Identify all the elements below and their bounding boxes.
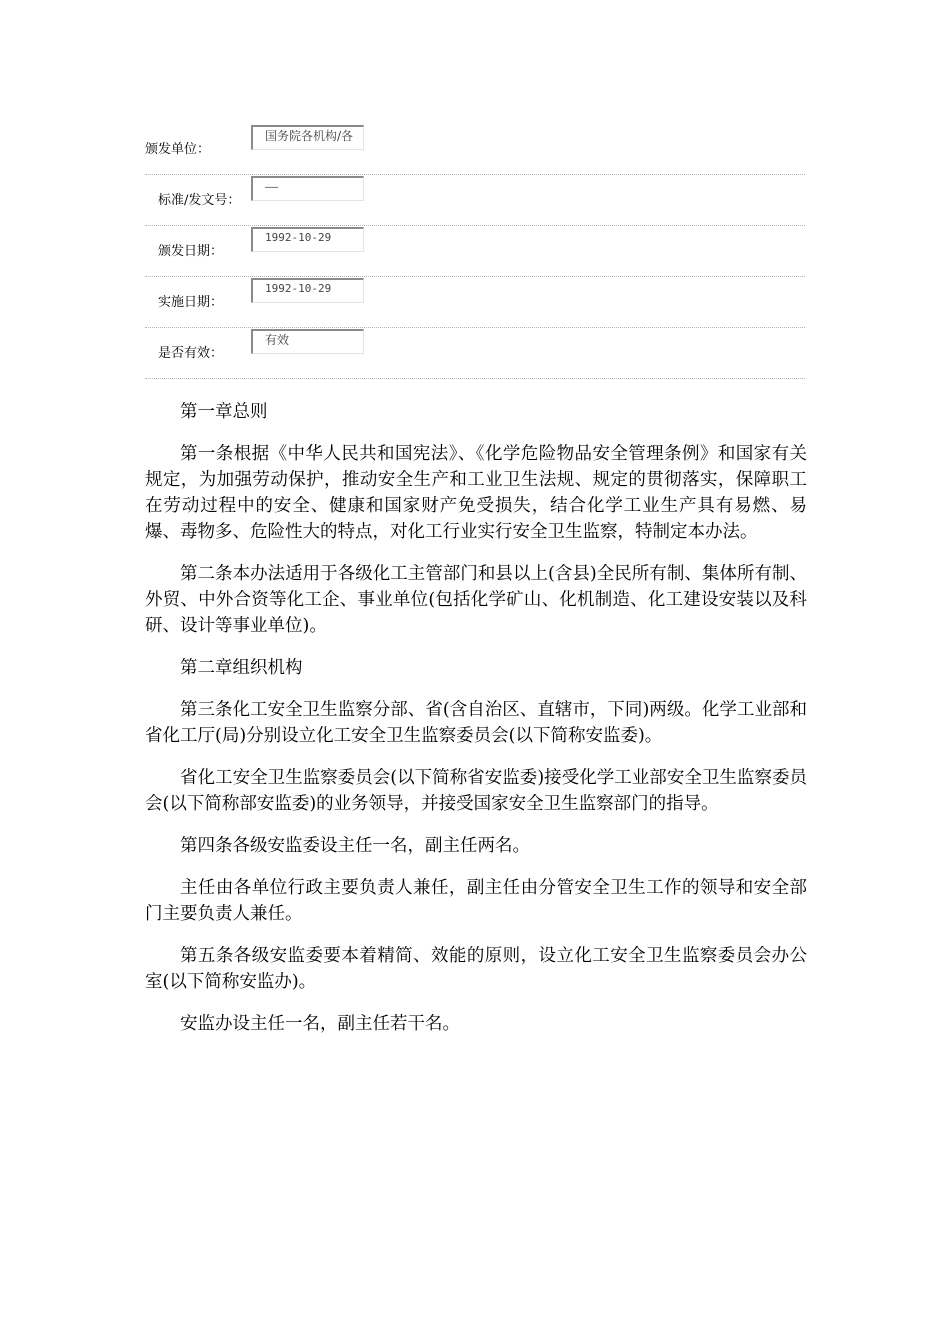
chapter-2-heading: 第二章组织机构 bbox=[180, 658, 303, 678]
meta-row-issuer bbox=[145, 124, 805, 175]
effective-date-label: 实施日期： bbox=[158, 295, 224, 310]
article-1: 第一条根据《中华人民共和国宪法》、《化学危险物品安全管理条例》和国家有关规定，为加强劳动保护，推动安全生产和工业卫生法规、规定的贯彻落实，保障职工在劳动过程中的安全、健康和国家财产免受损失，结合化学工业生产具有易燃、易爆、毒物多、危险性大的特点，对化工行业实行安全卫生监察，特制定本办法。 bbox=[145, 444, 807, 542]
article-4: 第四条各级安监委设主任一名，副主任两名。 bbox=[180, 836, 530, 856]
chapter-1-heading: 第一章总则 bbox=[180, 402, 268, 422]
article-3: 第三条化工安全卫生监察分部、省(含自治区、直辖市，下同)两级。化学工业部和省化工厅(局)分别设立化工安全卫生监察委员会(以下简称安监委)。 bbox=[145, 700, 807, 746]
meta-row-issue-date bbox=[145, 226, 805, 277]
issuer-field[interactable]: 国务院各机构/各 bbox=[251, 125, 364, 150]
document-body bbox=[145, 399, 807, 1053]
article-4-paragraph-2: 主任由各单位行政主要负责人兼任，副主任由分管安全卫生工作的领导和安全部门主要负责人兼任。 bbox=[145, 878, 807, 924]
issue-date-label: 颁发日期： bbox=[158, 244, 224, 259]
meta-row-validity bbox=[145, 328, 805, 379]
validity-label: 是否有效： bbox=[158, 346, 224, 361]
doc-number-label: 标准/发文号： bbox=[158, 193, 241, 208]
doc-number-field[interactable]: —— bbox=[251, 176, 364, 201]
meta-row-effective-date bbox=[145, 277, 805, 328]
article-3-paragraph-2: 省化工安全卫生监察委员会(以下简称省安监委)接受化学工业部安全卫生监察委员会(以下简称部安监委)的业务领导，并接受国家安全卫生监察部门的指导。 bbox=[145, 768, 807, 814]
validity-field[interactable]: 有效 bbox=[251, 329, 364, 354]
meta-row-doc-number bbox=[145, 175, 805, 226]
article-5-paragraph-2: 安监办设主任一名，副主任若干名。 bbox=[180, 1014, 460, 1034]
effective-date-field[interactable]: 1992-10-29 bbox=[251, 278, 364, 303]
article-5: 第五条各级安监委要本着精简、效能的原则，设立化工安全卫生监察委员会办公室(以下简称安监办)。 bbox=[145, 946, 807, 992]
issue-date-field[interactable]: 1992-10-29 bbox=[251, 227, 364, 252]
article-2: 第二条本办法适用于各级化工主管部门和县以上(含县)全民所有制、集体所有制、外贸、中外合资等化工企、事业单位(包括化学矿山、化机制造、化工建设安装以及科研、设计等事业单位)。 bbox=[145, 564, 807, 636]
issuer-label: 颁发单位： bbox=[145, 142, 211, 157]
document-metadata-table bbox=[145, 124, 805, 379]
